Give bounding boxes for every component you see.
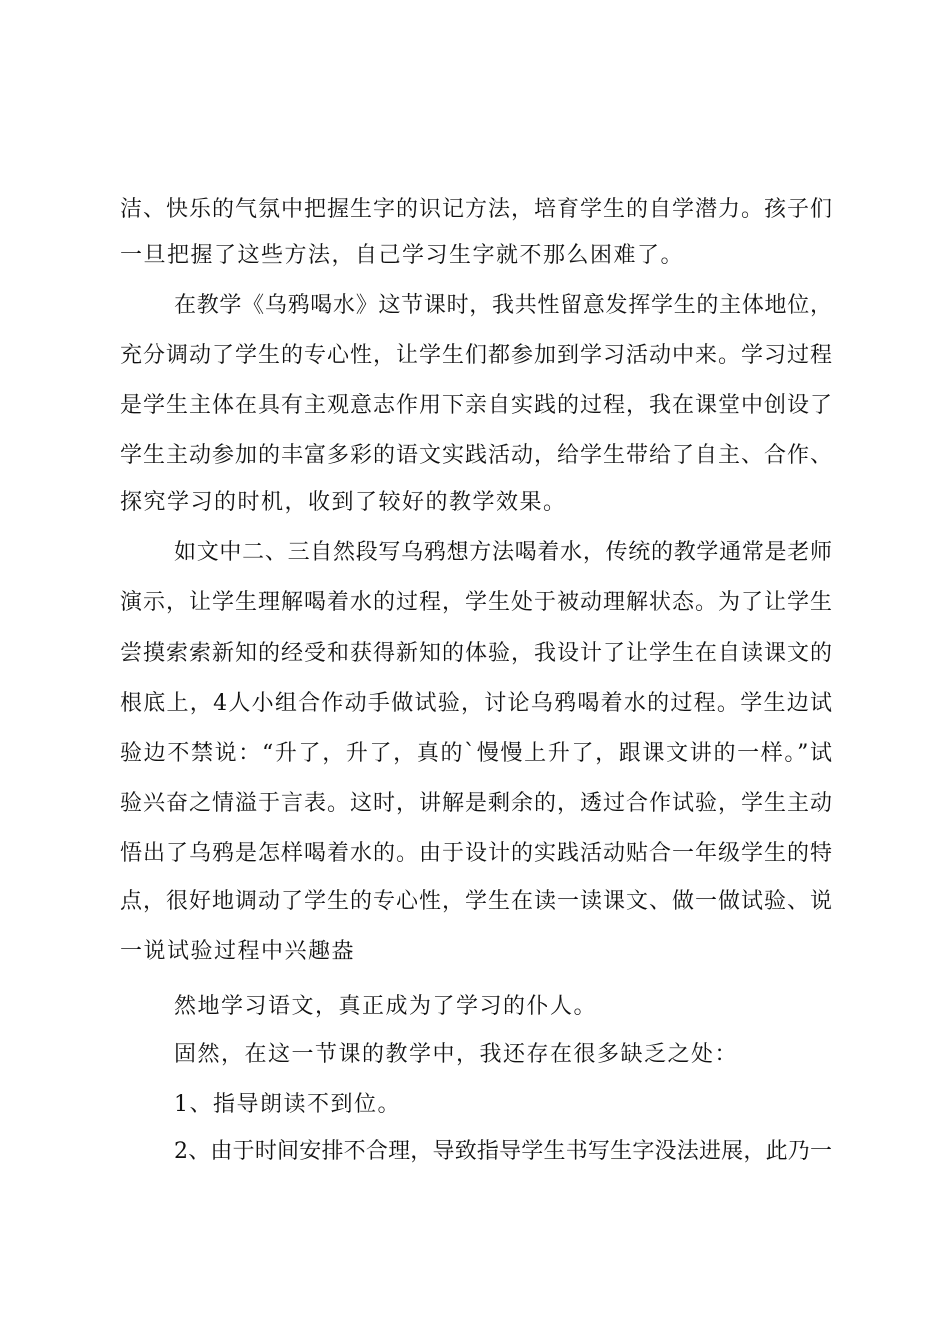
- text-line: 尝摸索索新知的经受和获得新知的体验，我设计了让学生在自读课文的: [120, 641, 832, 666]
- text-line: 2、由于时间安排不合理，导致指导学生书写生字没法进展，此乃一: [174, 1139, 832, 1164]
- text-line: 悟出了乌鸦是怎样喝着水的。由于设计的实践活动贴合一年级学生的特: [120, 841, 832, 866]
- text-line: 一说试验过程中兴趣盎: [120, 939, 356, 964]
- text-line: 如文中二、三自然段写乌鸦想方法喝着水，传统的教学通常是老师: [174, 540, 832, 565]
- text-line: 探究学习的时机，收到了较好的教学效果。: [120, 490, 567, 515]
- text-line: 固然，在这一节课的教学中，我还存在很多缺乏之处：: [174, 1042, 739, 1067]
- text-line: 验兴奋之情溢于言表。这时，讲解是剩余的，透过合作试验，学生主动: [120, 791, 832, 816]
- text-line: 1、指导朗读不到位。: [174, 1092, 401, 1117]
- text-line: 根底上，4人小组合作动手做试验，讨论乌鸦喝着水的过程。学生边试: [120, 691, 832, 716]
- text-line: 然地学习语文，真正成为了学习的仆人。: [174, 994, 598, 1019]
- text-line: 点，很好地调动了学生的专心性，学生在读一读课文、做一做试验、说: [120, 889, 832, 914]
- text-line: 验边不禁说：“升了，升了，真的`慢慢上升了，跟课文讲的一样。”试: [120, 741, 832, 766]
- text-line: 是学生主体在具有主观意志作用下亲自实践的过程，我在课堂中创设了: [120, 393, 832, 418]
- text-line: 演示，让学生理解喝着水的过程，学生处于被动理解状态。为了让学生: [120, 590, 832, 615]
- text-line: 一旦把握了这些方法，自己学习生字就不那么困难了。: [120, 243, 685, 268]
- text-line: 在教学《乌鸦喝水》这节课时，我共性留意发挥学生的主体地位，: [174, 293, 832, 318]
- text-line: 洁、快乐的气氛中把握生字的识记方法，培育学生的自学潜力。孩子们: [120, 197, 832, 222]
- text-line: 学生主动参加的丰富多彩的语文实践活动，给学生带给了自主、合作、: [120, 443, 832, 468]
- text-line: 充分调动了学生的专心性，让学生们都参加到学习活动中来。学习过程: [120, 343, 832, 368]
